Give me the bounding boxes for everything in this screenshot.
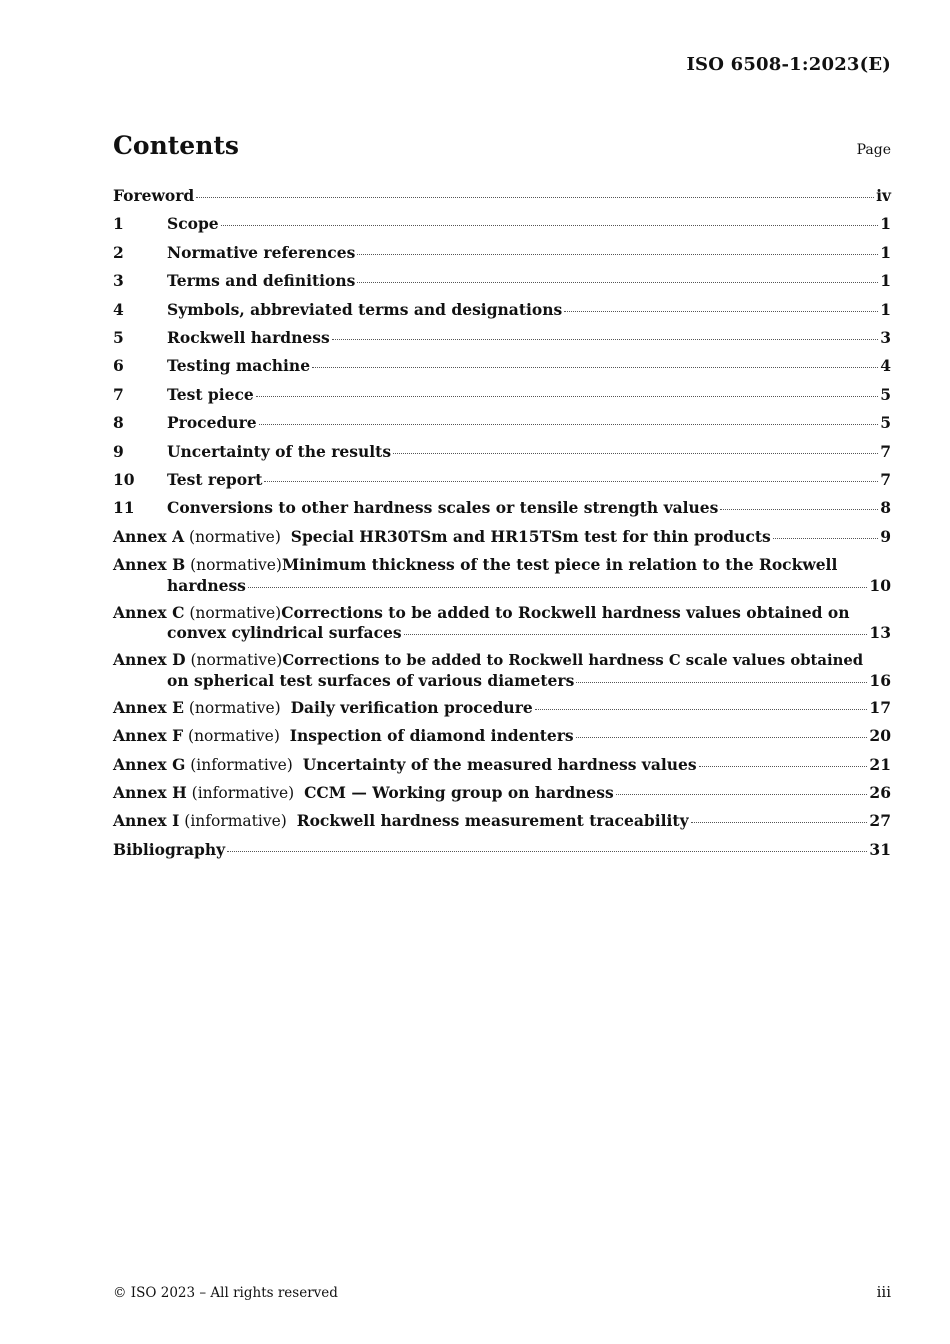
page-column-label: Page — [856, 142, 891, 158]
toc-entry-clause-1[interactable] — [113, 214, 891, 242]
annex-label: Annex E — [113, 697, 184, 717]
toc-entry-page: 16 — [869, 670, 891, 690]
toc-entry-number: 4 — [113, 299, 124, 319]
dot-leader — [720, 508, 878, 510]
dot-leader — [699, 765, 868, 767]
toc-entry-title: Bibliography — [113, 839, 226, 859]
toc-entry-page: 10 — [869, 575, 891, 595]
toc-entry-page: 1 — [880, 271, 891, 291]
toc-entry-title: Special HR30TSm and HR15TSm test for thin products — [290, 526, 771, 546]
toc-entry-page: 7 — [880, 469, 891, 489]
dot-leader — [312, 366, 878, 368]
toc-entry-annex-a[interactable] — [113, 527, 891, 555]
toc-entry-title: Minimum thickness of the test piece in relation to the Rockwell — [281, 555, 838, 575]
toc-entry-number: 2 — [113, 242, 124, 262]
dot-leader — [393, 452, 878, 454]
toc-entry-title: Foreword — [113, 186, 195, 205]
toc-entry-annex-c[interactable] — [113, 603, 891, 651]
dot-leader — [564, 310, 878, 312]
toc-entry-page: 1 — [880, 299, 891, 319]
dot-leader — [357, 281, 878, 283]
toc-entry-number: 10 — [113, 469, 135, 489]
toc-entry-title: Test piece — [167, 384, 254, 404]
annex-kind: (normative) — [190, 556, 282, 575]
toc-entry-clause-5[interactable] — [113, 328, 891, 356]
toc-entry-page: 20 — [869, 726, 891, 746]
annex-kind: (normative) — [188, 727, 280, 746]
dot-leader — [256, 395, 878, 397]
page-title: Contents — [113, 131, 240, 160]
toc-entry-clause-3[interactable] — [113, 271, 891, 299]
toc-entry-title: Normative references — [167, 242, 356, 262]
toc-entry-clause-4[interactable] — [113, 300, 891, 328]
toc-entry-page: 8 — [880, 498, 891, 518]
toc-entry-number: 9 — [113, 441, 124, 461]
toc-entry-clause-6[interactable] — [113, 356, 891, 384]
toc-entry-title: Uncertainty of the results — [167, 441, 392, 461]
toc-entry-bibliography[interactable] — [113, 840, 891, 868]
annex-kind: (informative) — [191, 784, 295, 803]
annex-label: Annex G — [113, 754, 186, 774]
toc-entry-number: 1 — [113, 214, 124, 234]
toc-entry-title: Uncertainty of the measured hardness values — [302, 754, 697, 774]
annex-label: Annex D — [113, 650, 186, 670]
toc-entry-number: 11 — [113, 498, 135, 518]
toc-entry-page: 3 — [880, 327, 891, 347]
dot-leader — [576, 681, 867, 683]
toc-entry-page: 13 — [869, 623, 891, 643]
dot-leader — [264, 480, 878, 482]
toc-entry-annex-b[interactable] — [113, 555, 891, 603]
toc-entry-title-cont: on spherical test surfaces of various diameters — [167, 670, 575, 690]
dot-leader — [404, 633, 868, 635]
dot-leader — [357, 253, 878, 255]
toc-entry-clause-8[interactable] — [113, 413, 891, 441]
annex-kind: (normative) — [189, 527, 281, 546]
toc-entry-title: Terms and definitions — [167, 271, 356, 291]
toc-entry-annex-d[interactable] — [113, 650, 891, 698]
toc-entry-clause-7[interactable] — [113, 385, 891, 413]
toc-entry-page: 26 — [869, 783, 891, 803]
toc-entry-page: 5 — [880, 413, 891, 433]
toc-entry-page: 4 — [880, 356, 891, 376]
toc-entry-title: Corrections to be added to Rockwell hardness values obtained on — [281, 602, 850, 622]
annex-label: Annex F — [113, 726, 184, 746]
toc-entry-annex-i[interactable] — [113, 811, 891, 839]
toc-entry-page: 9 — [880, 526, 891, 546]
toc-entry-page: 1 — [880, 214, 891, 234]
dot-leader — [248, 586, 868, 588]
document-id: ISO 6508-1:2023(E) — [686, 54, 891, 75]
toc-entry-clause-2[interactable] — [113, 243, 891, 271]
toc-entry-number: 8 — [113, 413, 124, 433]
annex-label: Annex A — [113, 526, 185, 546]
toc-entry-number: 3 — [113, 271, 124, 291]
toc-entry-clause-11[interactable] — [113, 498, 891, 526]
toc-entry-title-cont: convex cylindrical surfaces — [167, 623, 402, 643]
toc-entry-annex-g[interactable] — [113, 755, 891, 783]
annex-label: Annex C — [113, 602, 185, 622]
dot-leader — [221, 224, 879, 226]
toc-entry-title: Test report — [167, 469, 263, 489]
annex-kind: (informative) — [190, 755, 293, 774]
annex-label: Annex H — [113, 783, 187, 803]
toc-entry-foreword[interactable] — [113, 186, 891, 214]
toc-entry-number: 5 — [113, 327, 124, 347]
toc-entry-page: 5 — [880, 384, 891, 404]
dot-leader — [227, 850, 867, 852]
dot-leader — [576, 736, 868, 738]
toc-entry-title: Procedure — [167, 413, 257, 433]
dot-leader — [259, 423, 879, 425]
toc-entry-title: Scope — [167, 214, 219, 234]
table-of-contents — [113, 186, 891, 868]
toc-entry-title: Symbols, abbreviated terms and designations — [167, 299, 563, 319]
toc-entry-page: 7 — [880, 441, 891, 461]
annex-label: Annex I — [113, 811, 180, 831]
toc-entry-number: 6 — [113, 356, 124, 376]
dot-leader — [691, 821, 868, 823]
copyright-notice: © ISO 2023 – All rights reserved — [113, 1285, 338, 1301]
dot-leader — [773, 537, 878, 539]
toc-entry-annex-f[interactable] — [113, 726, 891, 754]
dot-leader — [196, 196, 874, 198]
toc-entry-title: CCM — Working group on hardness — [304, 783, 614, 803]
annex-kind: (normative) — [190, 651, 283, 670]
toc-entry-annex-h[interactable] — [113, 783, 891, 811]
toc-entry-clause-10[interactable] — [113, 470, 891, 498]
toc-entry-page: 21 — [869, 754, 891, 774]
toc-entry-title: Daily verification procedure — [290, 697, 533, 717]
toc-entry-clause-9[interactable] — [113, 442, 891, 470]
annex-kind: (informative) — [184, 812, 287, 831]
toc-entry-title: Inspection of diamond indenters — [289, 726, 574, 746]
toc-entry-page: 27 — [869, 811, 891, 831]
dot-leader — [332, 338, 879, 340]
toc-entry-title: Testing machine — [167, 356, 311, 376]
dot-leader — [616, 793, 868, 795]
toc-entry-title-cont: hardness — [167, 575, 246, 595]
annex-kind: (normative) — [189, 603, 282, 622]
toc-entry-page: 17 — [869, 697, 891, 717]
dot-leader — [535, 708, 868, 710]
toc-entry-title: Rockwell hardness measurement traceability — [296, 811, 689, 831]
toc-entry-annex-e[interactable] — [113, 698, 891, 726]
toc-entry-page: 1 — [880, 242, 891, 262]
toc-entry-page: 31 — [869, 839, 891, 859]
toc-entry-title: Conversions to other hardness scales or tensile strength values — [167, 498, 719, 518]
toc-entry-title: Corrections to be added to Rockwell hardness C scale values obtained — [282, 652, 864, 670]
toc-entry-number: 7 — [113, 384, 124, 404]
annex-kind: (normative) — [188, 698, 281, 717]
toc-entry-page: iv — [876, 186, 891, 205]
page-number: iii — [876, 1283, 891, 1301]
toc-entry-title: Rockwell hardness — [167, 327, 330, 347]
annex-label: Annex B — [113, 555, 186, 575]
